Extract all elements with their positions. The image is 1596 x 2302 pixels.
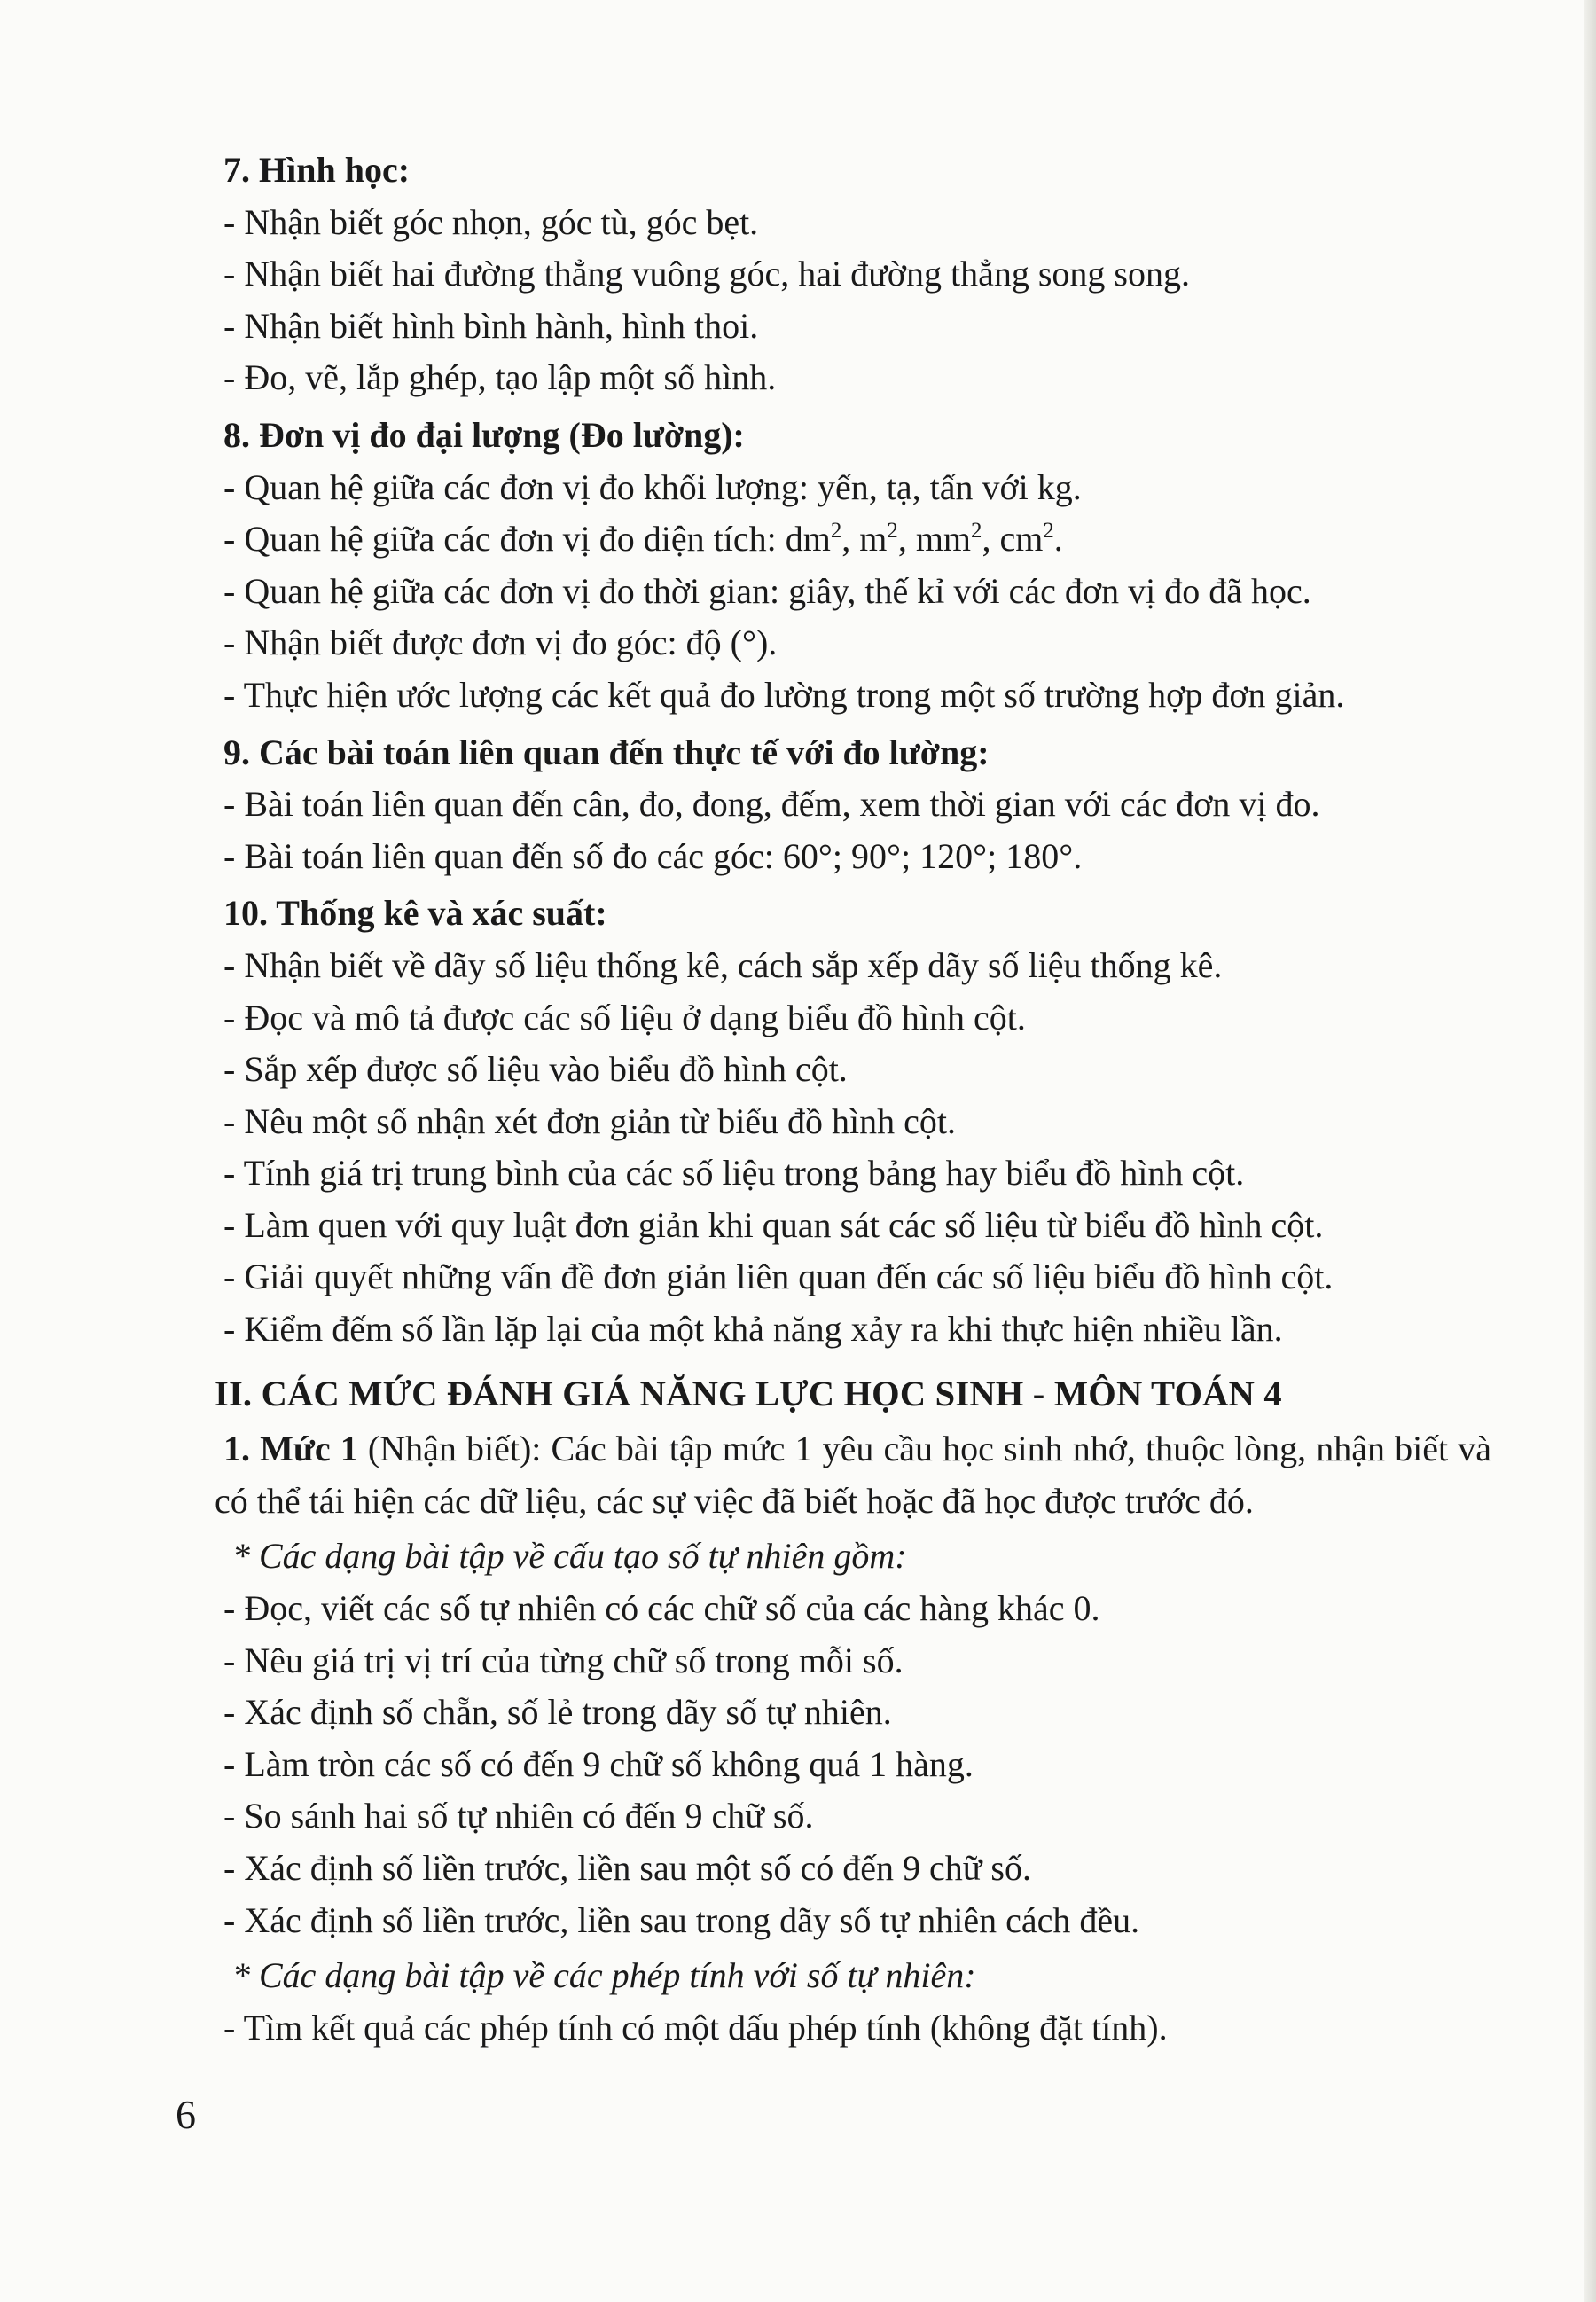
section-8-item: - Nhận biết được đơn vị đo góc: độ (°). [223,622,778,663]
page-edge-shadow [1584,0,1596,2302]
section-8-area-units-item [223,513,1483,566]
subsection-item: - Xác định số liền trước, liền sau trong dãy số tự nhiên cách đều. [223,1899,1140,1940]
page-content [215,145,1491,2054]
superscript: 2 [971,518,982,543]
subsection-item: - Xác định số chẵn, số lẻ trong dãy số tự nhiên. [223,1692,892,1733]
subsection-item: - So sánh hai số tự nhiên có đến 9 chữ số. [223,1796,814,1836]
section-7-heading: 7. Hình học: [223,150,411,190]
superscript: 2 [1043,518,1054,543]
superscript: 2 [887,518,898,543]
section-10-item: - Sắp xếp được số liệu vào biểu đồ hình cột. [223,1049,848,1090]
level-1-label: 1. Mức 1 [223,1429,358,1469]
area-units-text: , mm [897,519,972,560]
level-1-text: (Nhận biết): Các bài tập mức 1 yêu cầu học sinh nhớ, thuộc lòng, nhận biết và có thể tái hiện các dữ liệu, các sự việc đã biết hoặc đã học được trước đó. [215,1429,1491,1521]
section-9-item: - Bài toán liên quan đến số đo các góc: 60°; 90°; 120°; 180°. [223,835,1083,876]
subsection-item: - Nêu giá trị vị trí của từng chữ số trong mỗi số. [223,1640,904,1680]
section-10-item: - Kiểm đếm số lần lặp lại của một khả năng xảy ra khi thực hiện nhiều lần. [223,1309,1283,1350]
section-10-heading: 10. Thống kê và xác suất: [223,893,607,934]
subsection-item: - Làm tròn các số có đến 9 chữ số không quá 1 hàng. [223,1743,974,1784]
section-10-item: - Nêu một số nhận xét đơn giản từ biểu đồ hình cột. [223,1100,957,1141]
area-units-text: , m [841,519,888,560]
area-units-text: - Quan hệ giữa các đơn vị đo diện tích: dm [223,519,831,560]
section-8-heading: 8. Đơn vị đo đại lượng (Đo lường): [223,414,745,455]
section-8-item: - Quan hệ giữa các đơn vị đo thời gian: giây, thế kỉ với các đơn vị đo đã học. [223,570,1311,611]
section-10-item: - Giải quyết những vấn đề đơn giản liên quan đến các số liệu biểu đồ hình cột. [223,1257,1334,1297]
superscript: 2 [830,518,842,543]
section-7-item: - Nhận biết hai đường thẳng vuông góc, hai đường thẳng song song. [223,254,1190,294]
section-7-item: - Nhận biết hình bình hành, hình thoi. [223,305,759,346]
subsection-item: - Tìm kết quả các phép tính có một dấu phép tính (không đặt tính). [223,2007,1168,2048]
section-8-item: - Quan hệ giữa các đơn vị đo khối lượng: yến, tạ, tấn với kg. [223,466,1082,507]
section-7-item: - Nhận biết góc nhọn, góc tù, góc bẹt. [223,201,759,242]
section-9-item: - Bài toán liên quan đến cân, đo, đong, đếm, xem thời gian với các đơn vị đo. [223,784,1320,825]
subsection-heading: * Các dạng bài tập về cấu tạo số tự nhiên gồm: [232,1536,907,1577]
section-10-item: - Nhận biết về dãy số liệu thống kê, cách sắp xếp dãy số liệu thống kê. [223,944,1223,985]
section-10-item: - Đọc và mô tả được các số liệu ở dạng biểu đồ hình cột. [223,997,1026,1037]
section-10-item: - Làm quen với quy luật đơn giản khi quan sát các số liệu từ biểu đồ hình cột. [223,1204,1324,1245]
section-8-item: - Thực hiện ước lượng các kết quả đo lường trong một số trường hợp đơn giản. [223,674,1345,715]
section-9-heading: 9. Các bài toán liên quan đến thực tế với đo lường: [223,732,990,772]
page-number: 6 [176,2092,196,2137]
level-1-paragraph [215,1423,1491,1527]
subsection-item: - Xác định số liền trước, liền sau một số có đến 9 chữ số. [223,1848,1031,1888]
part-ii-heading: II. CÁC MỨC ĐÁNH GIÁ NĂNG LỰC HỌC SINH - MÔN TOÁN 4 [215,1373,1282,1413]
area-units-text: . [1053,519,1063,560]
section-10-item: - Tính giá trị trung bình của các số liệu trong bảng hay biểu đồ hình cột. [223,1153,1245,1194]
area-units-text: , cm [982,519,1044,560]
section-7-item: - Đo, vẽ, lắp ghép, tạo lập một số hình. [223,357,777,398]
subsection-heading: * Các dạng bài tập về các phép tính với số tự nhiên: [232,1955,976,1996]
subsection-item: - Đọc, viết các số tự nhiên có các chữ số của các hàng khác 0. [223,1588,1100,1629]
